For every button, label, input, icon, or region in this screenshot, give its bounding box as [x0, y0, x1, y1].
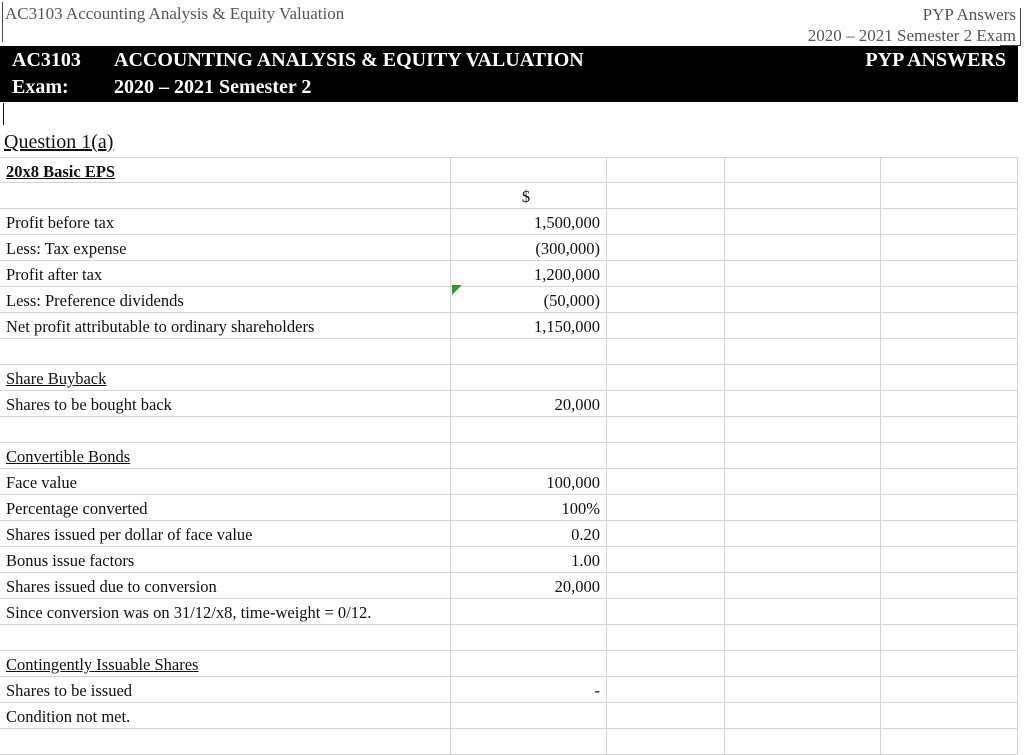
table-row[interactable]: [0, 443, 1018, 469]
header-margin-mark-right: [1020, 8, 1021, 46]
title-banner: [0, 46, 1018, 102]
table-row[interactable]: [0, 729, 1018, 755]
page-header-left: AC3103 Accounting Analysis & Equity Valuation: [5, 4, 345, 23]
row-value: 100,000: [546, 473, 600, 492]
table-row[interactable]: [0, 287, 1018, 313]
row-label: Face value: [6, 473, 78, 492]
row-label: Less: Tax expense: [6, 239, 127, 258]
table-row[interactable]: [0, 703, 1018, 729]
table-row[interactable]: [0, 235, 1018, 261]
contingent-title: Contingently Issuable Shares: [6, 655, 199, 674]
row-label: Profit after tax: [6, 265, 103, 284]
row-value: 1,200,000: [534, 265, 600, 284]
row-label: Shares issued due to conversion: [6, 577, 217, 596]
row-label: Profit before tax: [6, 213, 115, 232]
header-right-line2: 2020 – 2021 Semester 2 Exam: [807, 26, 1016, 45]
contingent-note: Condition not met.: [6, 707, 131, 726]
row-value: 1.00: [571, 551, 600, 570]
convertible-title: Convertible Bonds: [6, 447, 131, 466]
row-value: 0.20: [571, 525, 600, 544]
row-value: 100%: [561, 499, 600, 518]
row-label: Bonus issue factors: [6, 551, 135, 570]
buyback-title: Share Buyback: [6, 369, 107, 388]
text-cursor: [3, 103, 4, 125]
cell-comment-indicator: [452, 285, 462, 295]
row-label: Net profit attributable to ordinary shareholders: [6, 317, 315, 336]
row-label: Less: Preference dividends: [6, 291, 184, 310]
exam-value: 2020 – 2021 Semester 2: [114, 76, 312, 98]
section-title: 20x8 Basic EPS: [6, 162, 116, 181]
table-row[interactable]: [0, 339, 1018, 365]
table-row[interactable]: [0, 495, 1018, 521]
question-title: Question 1(a): [4, 131, 114, 153]
eps-spreadsheet: [0, 157, 1018, 754]
header-right-line1: PYP Answers: [922, 5, 1016, 24]
row-label: Shares issued per dollar of face value: [6, 525, 253, 544]
table-row[interactable]: [0, 313, 1018, 339]
row-value: 20,000: [554, 395, 600, 414]
table-row[interactable]: [0, 469, 1018, 495]
table-row[interactable]: [0, 547, 1018, 573]
course-code: AC3103: [12, 49, 81, 71]
row-value: 1,500,000: [534, 213, 600, 232]
table-row[interactable]: [0, 599, 1018, 625]
table-row[interactable]: [0, 521, 1018, 547]
row-label: Percentage converted: [6, 499, 148, 518]
table-row[interactable]: [0, 209, 1018, 235]
exam-label: Exam:: [12, 76, 69, 98]
table-row[interactable]: [0, 183, 1018, 209]
row-value: (300,000): [535, 239, 600, 258]
row-label: Shares to be bought back: [6, 395, 172, 414]
table-row[interactable]: [0, 391, 1018, 417]
conversion-note: Since conversion was on 31/12/x8, time-weight = 0/12.: [6, 603, 372, 622]
table-row[interactable]: [0, 677, 1018, 703]
row-value: 1,150,000: [534, 317, 600, 336]
table-row[interactable]: [0, 365, 1018, 391]
banner-right-label: PYP ANSWERS: [865, 49, 1006, 71]
table-row[interactable]: [0, 651, 1018, 677]
table-row[interactable]: [0, 573, 1018, 599]
table-row[interactable]: [0, 417, 1018, 443]
row-value: (50,000): [543, 291, 600, 310]
row-value: 20,000: [554, 577, 600, 596]
row-value: -: [594, 681, 600, 700]
table-row[interactable]: [0, 157, 1018, 183]
currency-header: $: [521, 187, 531, 206]
table-row[interactable]: [0, 625, 1018, 651]
page-header-right: [808, 4, 1016, 46]
table-row[interactable]: [0, 261, 1018, 287]
course-title: ACCOUNTING ANALYSIS & EQUITY VALUATION: [114, 49, 584, 71]
row-label: Shares to be issued: [6, 681, 133, 700]
header-margin-mark: [2, 2, 3, 42]
